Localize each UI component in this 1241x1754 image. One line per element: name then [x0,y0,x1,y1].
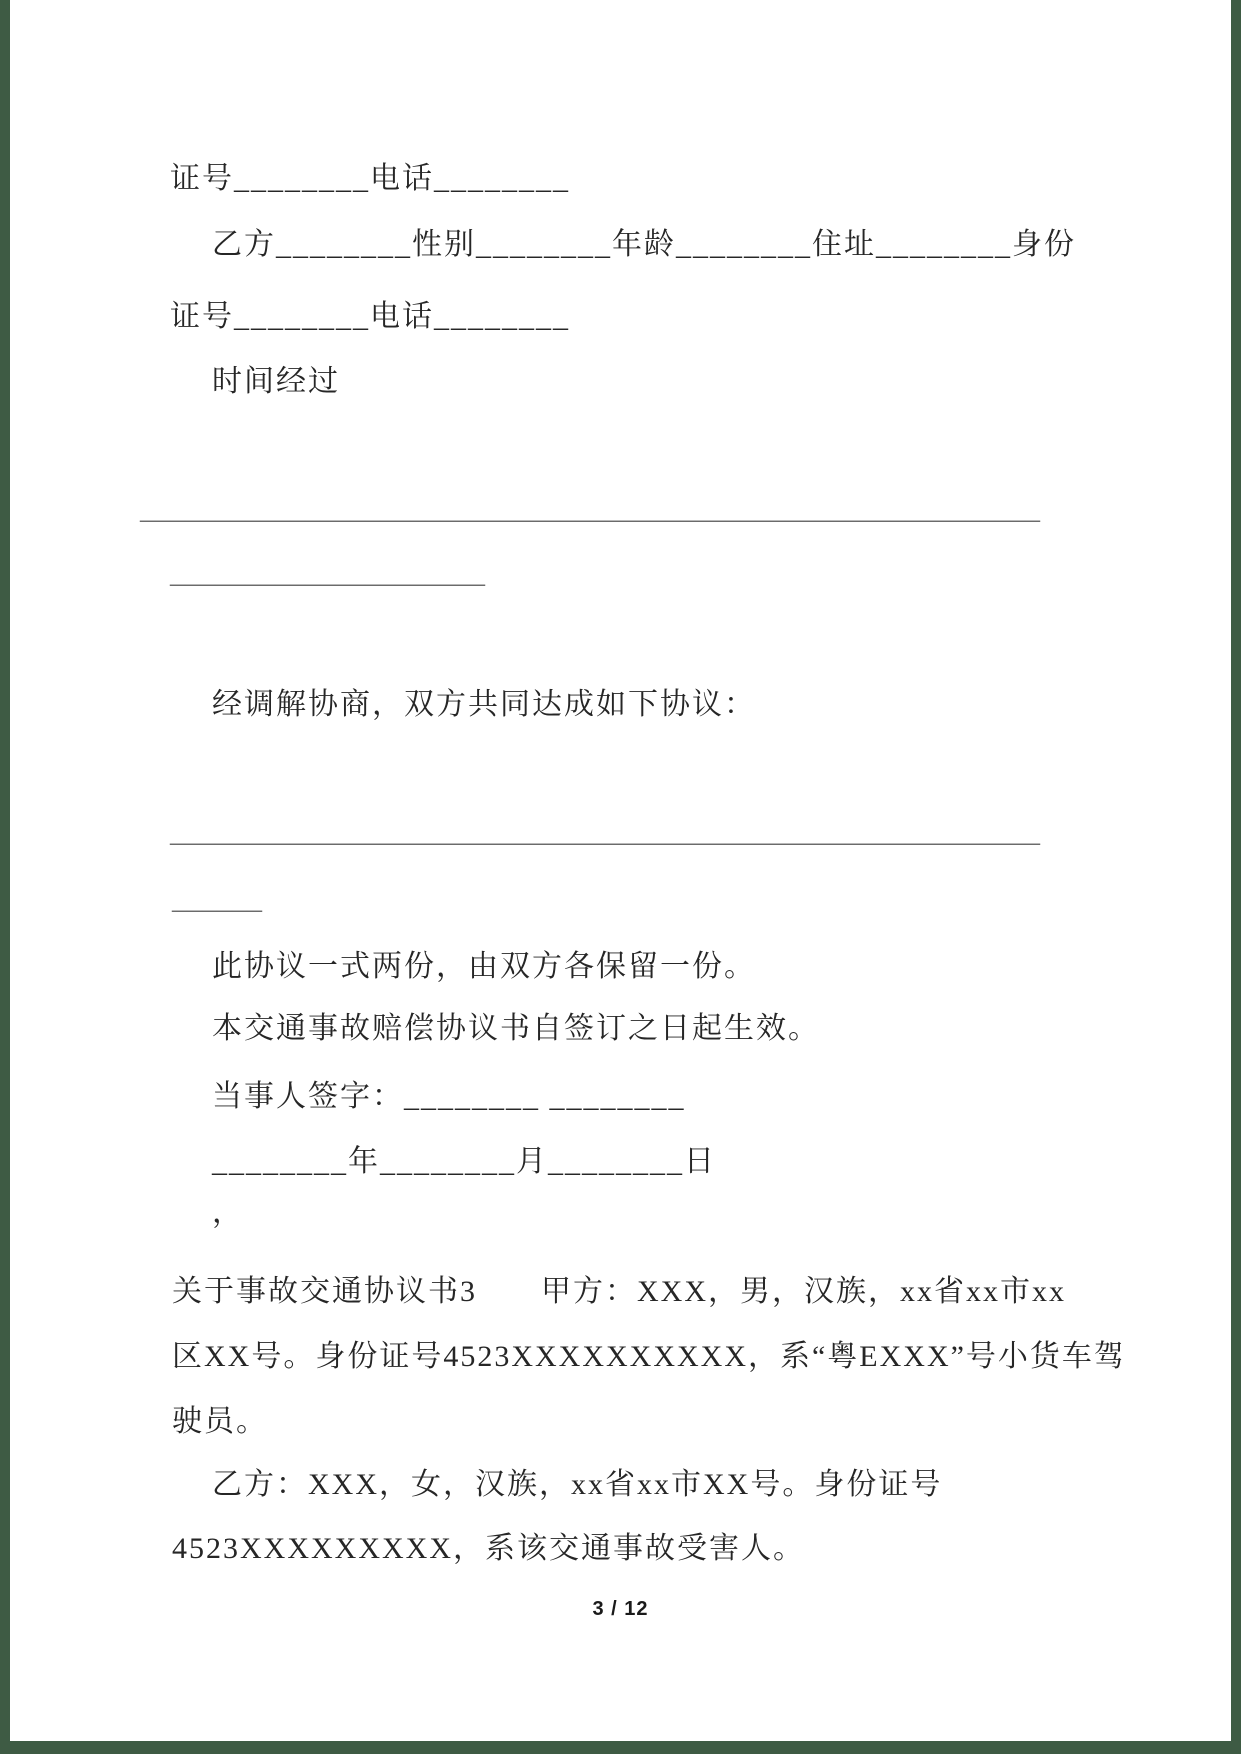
blank-line-long-2: __________________________________________________________ [170,815,1040,848]
page-border-bottom [0,1741,1241,1754]
text-line-yifang-id: 4523XXXXXXXXX，系该交通事故受害人。 [172,1532,805,1565]
text-line-xieyi-liangfen: 此协议一式两份，由双方各保留一份。 [212,950,756,983]
page-border-left [0,0,10,1754]
blank-line-long-1: ____________________________________________________________ [140,492,1040,525]
text-line-qianzi: 当事人签字：________ ________ [212,1080,686,1113]
text-line-yifang-info-blanks: 乙方________性别________年龄________住址________身份 [212,228,1076,261]
page-number: 3 / 12 [592,1598,649,1620]
blank-line-medium: _____________________ [170,556,485,589]
page-border-right [1231,0,1241,1754]
text-line-comma: ， [212,1196,244,1229]
text-line-tiaojie-xieshang: 经调解协商，双方共同达成如下协议： [212,688,756,721]
text-line-shiyuan: 驶员。 [172,1405,268,1438]
text-line-yifang-detail: 乙方：XXX，女，汉族，xx省xx市XX号。身份证号 [212,1468,943,1501]
text-line-zhenghao-dianhua-1: 证号________电话________ [170,162,570,195]
text-line-date-blanks: ________年________月________日 [212,1145,716,1178]
text-line-jiafang-id: 区XX号。身份证号4523XXXXXXXXXX，系“粤EXXX”号小货车驾 [172,1340,1126,1373]
text-line-shijian-jingguo: 时间经过 [212,365,340,398]
text-line-zhenghao-dianhua-2: 证号________电话________ [170,300,570,333]
text-line-title3-jiafang: 关于事故交通协议书3 甲方：XXX，男，汉族，xx省xx市xx [172,1275,1066,1308]
blank-line-short: ______ [172,882,262,915]
text-line-shengxiao: 本交通事故赔偿协议书自签订之日起生效。 [212,1012,820,1045]
